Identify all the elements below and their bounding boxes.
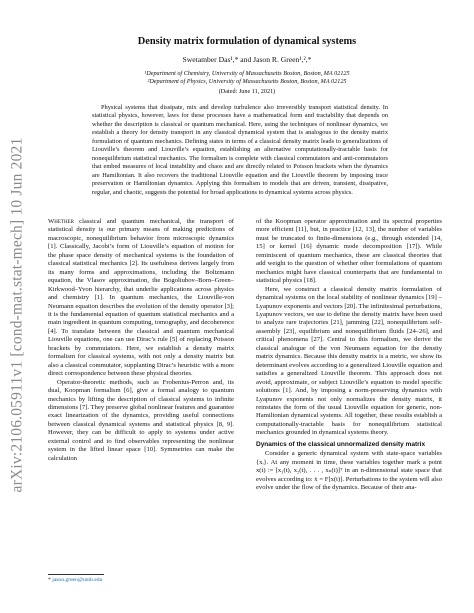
affiliation-1: ¹Department of Chemistry, University of Massachusetts Boston, Boston, MA 02125 (144, 70, 350, 77)
abstract: Physical systems that dissipate, mix and develop turbulence also irreversibly transport statistical density. In statistical physics, however, laws for these processes have a mathematical form and tractability that depends on whether the description is classical or quantum mechanical. Here, using the techniques of nonlinear dynamics, we establish a theory for density transport in any classical dynamical system that is analogous to the density matrix formulation of quantum mechanics. Defining states in terms of a classical density matrix leads to generalizations of Liouville’s theorem and Liouville’s equation, establishing an alternative computationally-tractable basis for nonequilibrium statistical mechanics. The formalism is complete with classical commutators and anti-commutators that embed measures of local instability and chaos and are directly related to Poisson brackets when the dynamics are Hamiltonian. It also recovers the traditional Liouville equation and the Liouville theorem by imposing trace preservation or Hamiltonian dynamics. Applying this formalism to models that are driven, transient, dissipative, regular, and chaotic, suggests the potential for broad applications to dynamical systems across physics. (92, 104, 388, 196)
footnote-divider (48, 574, 104, 575)
intro-paragraph-1 (48, 218, 234, 379)
footnote-marker: * (48, 577, 51, 583)
intro-lead-word: Whether (48, 218, 74, 225)
right-paragraph-1: of the Koopman operator approximation and its spectral properties more efficient [11], but, in practice [12, 13], the number of variables must be truncated to finite-dimensions (e.g., through extended [14, 15] or kernel [16] dynamic mode decomposition [17]). While reminiscent of quantum mechanics, these are classical theories that add weight to the question of whether other formulations of quantum mechanics might have classical counterparts that are fundamental to statistical physics [18]. (256, 218, 442, 285)
author-list: Swetamber Das¹,* and Jason R. Green¹,²,* (182, 55, 312, 64)
footnote (48, 577, 102, 583)
paper-header (60, 36, 434, 96)
intro-paragraph-1-text: classical and quantum mechanical, the transport of statistical density is our primary means of making predictions of macroscopic, nonequilibrium behavior from microscopic dynamics [1]. Classically, Jacobi’s form of Liouville’s equation of motion for the phase space density of mechanical systems is the foundation of classical statistical mechanics [2]. Its usefulness derives largely from its many forms and approximations, including the Boltzmann equation, the Vlasov approximation, the Bogoliubov–Born–Green–Kirkwood–Yvon hierarchy, that underlie applications across physics and chemistry [1]. In quantum mechanics, the Liouville-von Neumann equation describes the evolution of the density operator [3]; it is the fundamental equation of quantum statistical mechanics and a main ingredient in quantum computing, tomography, and decoherence [4]. To translate between the classical and quantum mechanical Liouville equations, one can use Dirac’s rule [5] of replacing Poisson brackets by commutators. Here, we establish a density matrix formalism for classical systems, with not only a density matrix but also a classical commutator, supplanting Dirac’s heuristic with a more direct correspondence between these physical theories. (48, 218, 234, 378)
right-paragraph-3: Consider a generic dynamical system with state-space variables {xᵢ}. At any moment in time, these variables together mark a point x(t) := [x₁(t), x₂(t), . . . , xₙ(t)]ᵀ in an n-dimensional state space that evolves according to: ẋ = F[x(t)]. Perturbations to the system will also evolve under the flow of the dynamics. Because of their ana- (256, 450, 442, 492)
footnote-email-link[interactable]: jason.green@umb.edu (52, 577, 103, 583)
affiliation-2: ²Department of Physics, University of Massachusetts Boston, Boston, MA 02125 (147, 78, 347, 86)
right-paragraph-2: Here, we construct a classical density matrix formulation of dynamical systems on the local stability of nonlinear dynamics [19] – Lyapunov exponents and vectors [20]. The infinitesimal perturbations, Lyapunov vectors, we use to define the density matrix have been used to analyze rare trajectories [21], jamming [22], nonequilibrium self-assembly [23], equilibrium and nonequilibrium fluids [24–26], and critical phenomena [27]. Central to this formalism, we derive the classical analogue of the von Neumann equation for the density matrix dynamics. Because this density matrix is a metric, we show its determinant evolves according to a generalized Liouville equation and satisfies a generalized Liouville theorem. This approach does not avoid, approximate, or subject Liouville’s equation to model specific solutions [1]. And, by imposing a norm-preserving dynamics with Lyapunov exponents not only normalizes the density matrix, it reinstates the form of the usual Liouville equation for generic, non-Hamiltonian dynamical systems. All together, these results establish a computationally-tractable basis for nonequilibrium statistical mechanics grounded in dynamical systems theory. (256, 285, 442, 437)
section-heading: Dynamics of the classical unnormalized density matrix (256, 440, 426, 448)
right-column (256, 218, 442, 493)
dated-line: (Dated: June 11, 2021) (218, 87, 276, 95)
arxiv-identifier-stamp (2, 137, 32, 493)
arxiv-identifier-text: arXiv:2106.05911v1 [cond-mat.stat-mech] 10 Jun 2021 (8, 137, 25, 493)
intro-paragraph-2: Operator-theoretic methods, such as Frobenius-Perron and, its dual, Koopman formalism [6], give a formal analogy to quantum mechanics by lifting the description of classical systems to infinite dimensions [7]. They preserve global nonlinear features and guarantee exact linearization of the dynamics, providing useful connections between classical dynamical systems and statistical physics [8, 9]. However, they can be difficult to apply to systems under active external control and to find observables representing the nonlinear system in the lifted linear space [10]. Symmetries can make the calculation (48, 378, 234, 462)
paper-title: Density matrix formulation of dynamical systems (137, 36, 357, 47)
left-column (48, 218, 234, 463)
